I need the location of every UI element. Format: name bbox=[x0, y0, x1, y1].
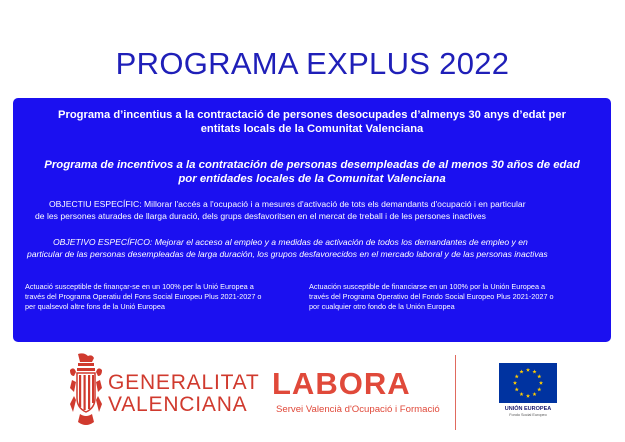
generalitat-emblem-icon bbox=[66, 352, 106, 430]
generalitat-line: GENERALITAT bbox=[108, 371, 260, 394]
eu-flag-icon bbox=[499, 363, 557, 403]
catalan-heading bbox=[13, 108, 611, 136]
catalan-heading-line: Programa d’incentius a la contractació de persones desocupades d’almenys 30 anys d’edat per bbox=[58, 109, 566, 121]
spanish-heading bbox=[13, 158, 611, 186]
eu-label: UNIÓN EUROPEA bbox=[504, 406, 552, 412]
page-title: PROGRAMA EXPLUS 2022 bbox=[115, 46, 510, 81]
spanish-objective-line: OBJETIVO ESPECÍFICO: Mejorar el acceso al empleo y a medidas de activación de todos los demandantes de empleo y en bbox=[53, 237, 528, 247]
catalan-funding-line: través del Programa Operatiu del Fons Social Europeu Plus 2021-2027 o bbox=[25, 292, 262, 301]
valenciana-line: VALENCIANA bbox=[108, 393, 248, 416]
labora-subtitle: Servei Valencià d'Ocupació i Formació bbox=[276, 404, 440, 415]
spanish-heading-line: por entidades locales de la Comunitat Valenciana bbox=[178, 173, 446, 185]
spanish-objective bbox=[27, 236, 605, 260]
catalan-funding-line: Actuació susceptible de finançar-se en un 100% per la Unió Europea a bbox=[25, 282, 254, 291]
catalan-funding-line: per qualsevol altre fons de la Unió Europea bbox=[25, 302, 165, 311]
spanish-funding-line: por cualquier otro fondo de la Unión Europea bbox=[309, 302, 455, 311]
eu-subtitle: Fondo Social Europeo bbox=[509, 413, 547, 417]
labora-logo: LABORA bbox=[272, 366, 411, 401]
spanish-heading-line: Programa de incentivos a la contratación de personas desempleadas de al menos 30 años de edad bbox=[44, 159, 580, 171]
catalan-funding-note bbox=[25, 282, 300, 312]
info-panel bbox=[13, 98, 611, 342]
logo-divider bbox=[455, 355, 456, 430]
catalan-objective bbox=[35, 198, 595, 222]
catalan-heading-line: entitats locals de la Comunitat Valenciana bbox=[200, 123, 424, 135]
generalitat-wordmark bbox=[108, 372, 260, 416]
spanish-funding-note bbox=[309, 282, 594, 312]
spanish-objective-line: particular de las personas desempleadas de larga duración, los grupos desfavorecidos en el mercado laboral y de las personas inactivas bbox=[27, 249, 548, 259]
catalan-objective-line: de les persones aturades de llarga duració, dels grups desfavoritsen en el mercat de treball i de les persones inactives bbox=[35, 211, 486, 221]
spanish-funding-line: través del Programa Operativo del Fondo Social Europeo Plus 2021-2027 o bbox=[309, 292, 554, 301]
catalan-objective-line: OBJECTIU ESPECÍFIC: Millorar l'accés a l'ocupació i a mesures d'activació de tots els demandants d'ocupació i en particular bbox=[49, 199, 526, 209]
spanish-funding-line: Actuación susceptible de financiarse en un 100% por la Unión Europea a bbox=[309, 282, 546, 291]
